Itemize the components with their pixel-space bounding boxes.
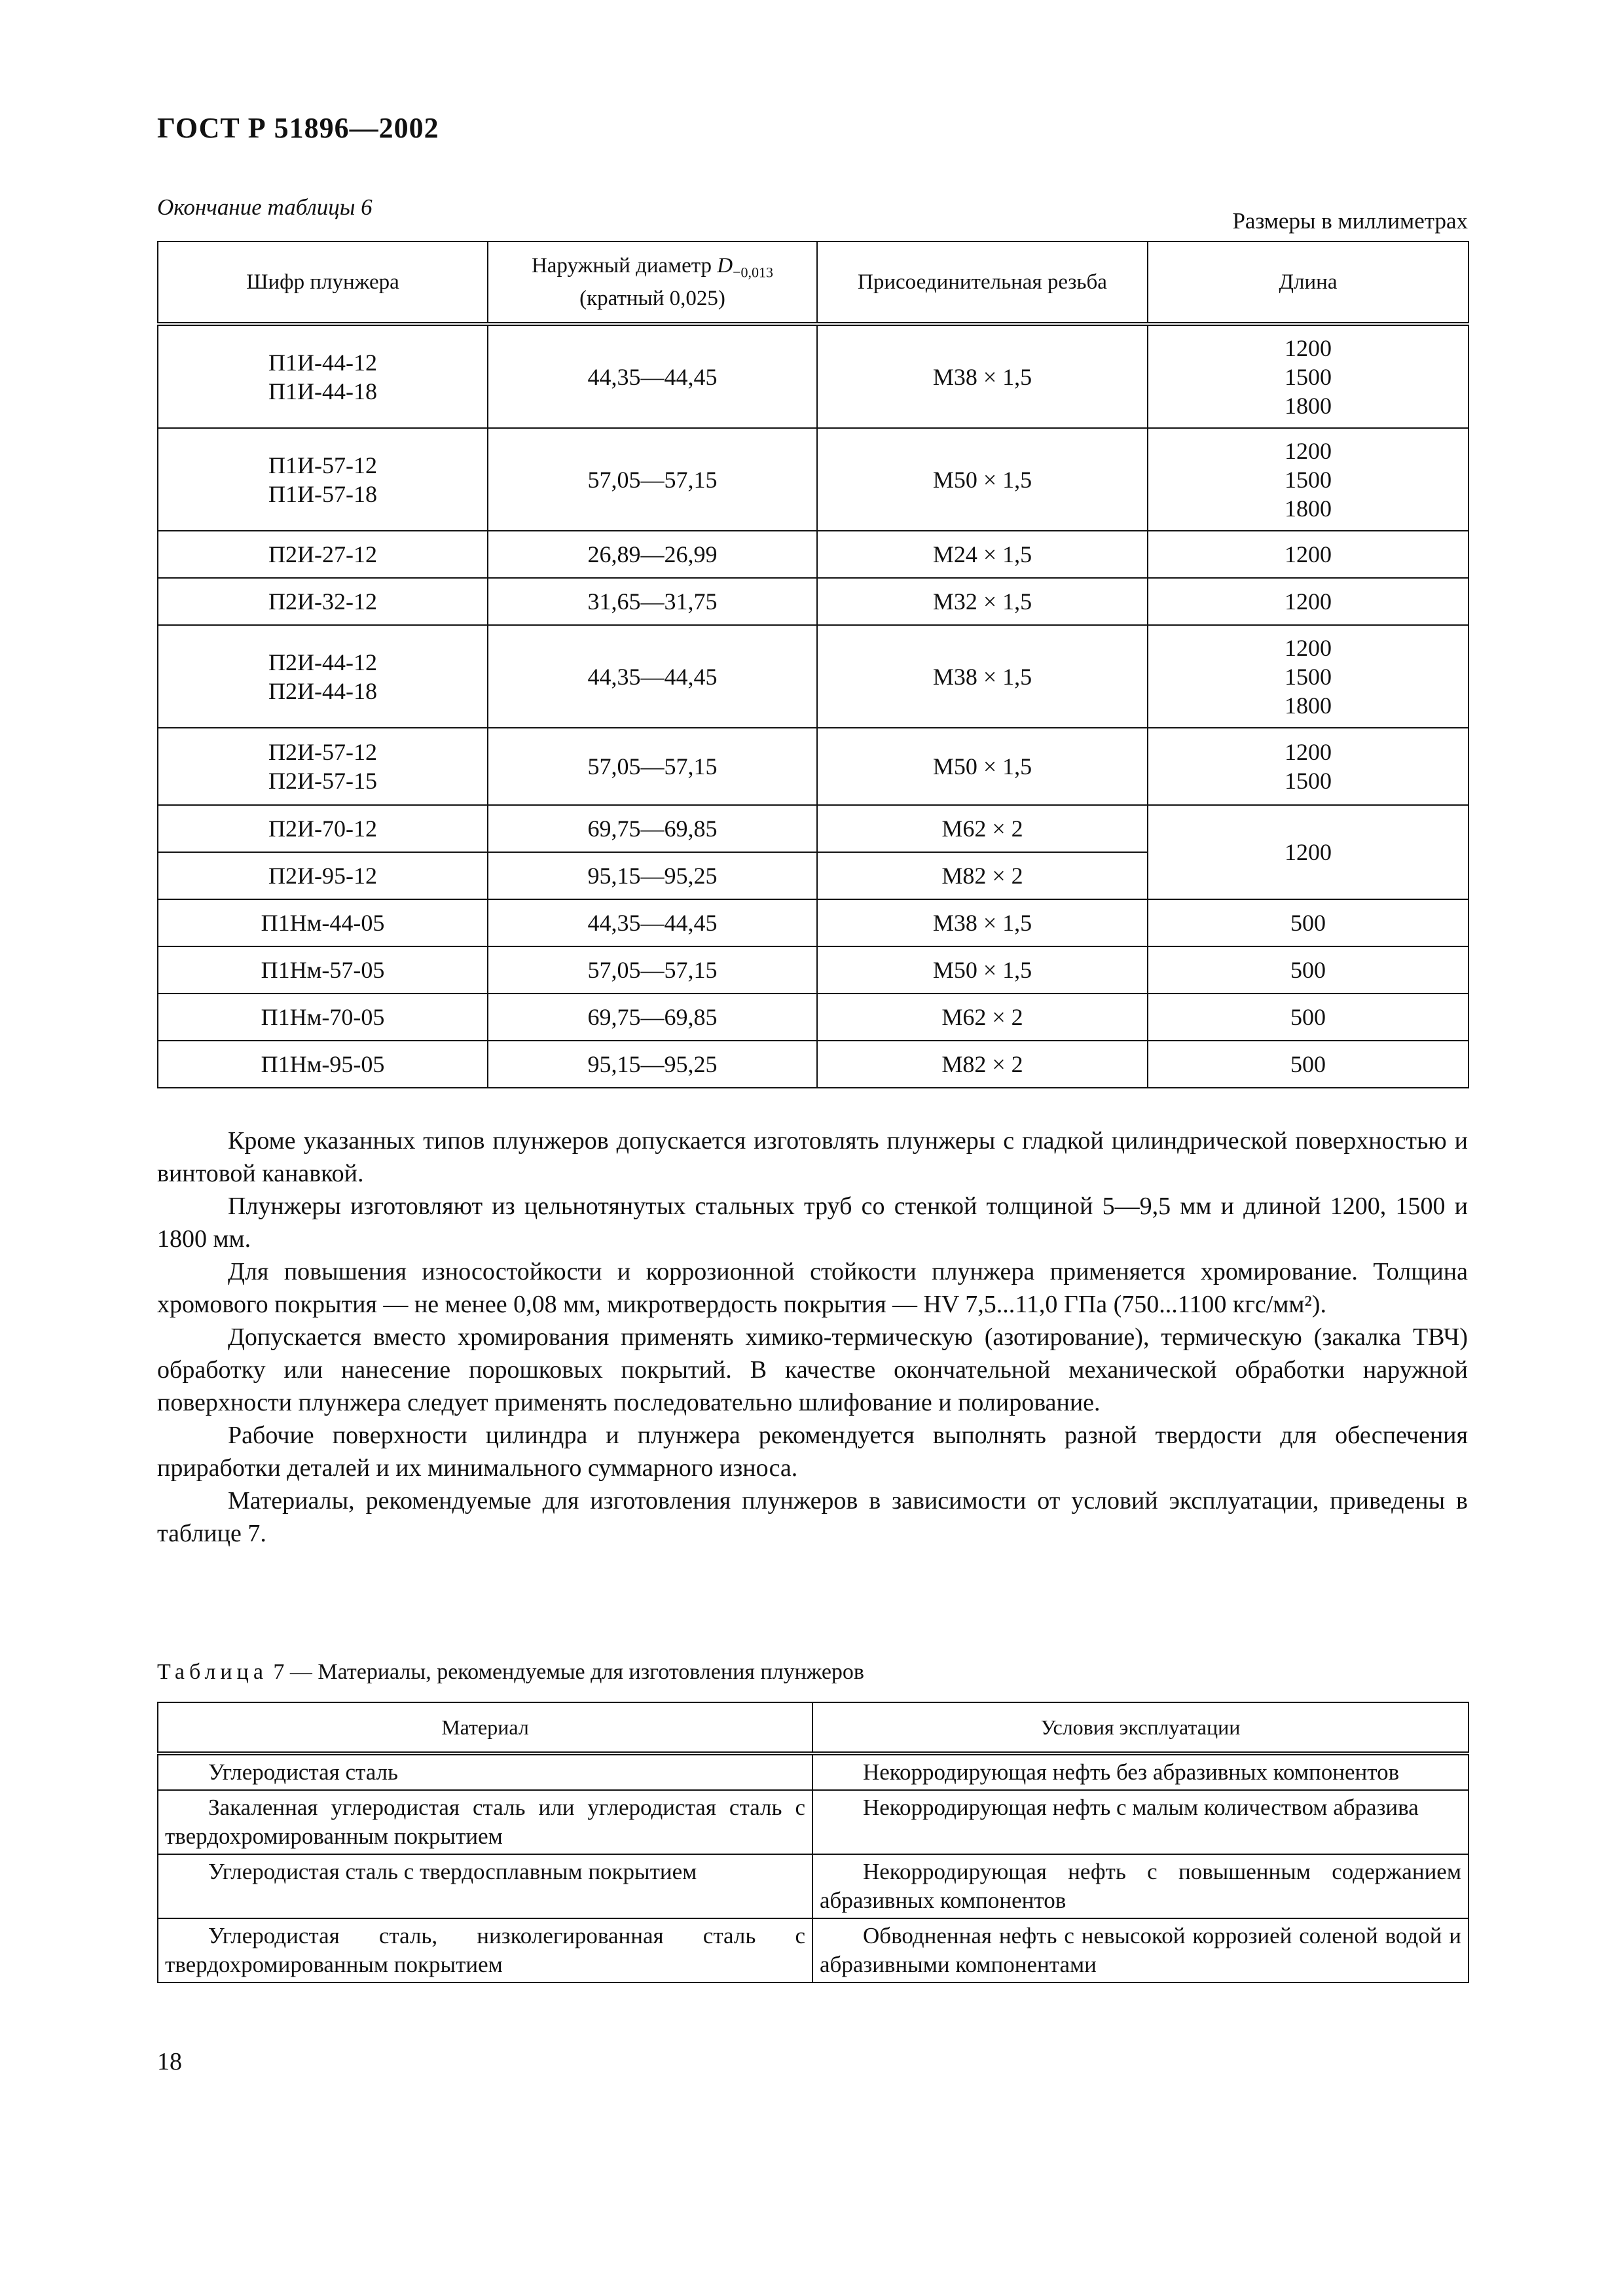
cell-thread: M38 × 1,5 [817,899,1148,946]
table-row [158,728,1468,805]
cell-diameter: 57,05—57,15 [488,728,817,805]
cell-line: П2И-95-12 [268,863,377,889]
cell-code [158,852,488,899]
cell-line: 1500 [1285,363,1332,390]
cell-line: П1Нм-57-05 [261,957,385,983]
cell-code [158,946,488,994]
table-7-caption-title: 7 — Материалы, рекомендуемые для изготовления плунжеров [267,1660,864,1684]
cell-thread: M62 × 2 [817,994,1148,1041]
table-row [158,1041,1468,1088]
body-text [157,1124,1468,1550]
diameter-symbol: D [717,253,733,278]
table-row [158,625,1468,728]
cell-thread: M32 × 1,5 [817,578,1148,625]
table-row [158,1918,1468,1982]
cell-material [158,1918,812,1982]
cell-line: 500 [1290,957,1326,983]
cell-material [158,1854,812,1918]
cell-thread: M82 × 2 [817,1041,1148,1088]
cell-line: 500 [1290,1004,1326,1030]
diameter-multiple: (кратный 0,025) [579,287,725,311]
cell-line: 1200 [1285,739,1332,765]
cell-code [158,899,488,946]
table-6-body [158,324,1468,1088]
cell-thread: M38 × 1,5 [817,324,1148,428]
cell-line: 1200 [1285,634,1332,661]
table-row [158,531,1468,578]
table-row [158,428,1468,531]
cell-line: 1500 [1285,466,1332,493]
cell-line: 1800 [1285,692,1332,719]
cell-diameter: 95,15—95,25 [488,852,817,899]
table-row [158,899,1468,946]
cell-thread: M50 × 1,5 [817,728,1148,805]
cell-length [1148,531,1468,578]
cell-thread: M82 × 2 [817,852,1148,899]
table-7 [157,1702,1469,1983]
table-continuation-label: Окончание таблицы 6 [157,194,373,220]
cell-thread: M38 × 1,5 [817,625,1148,728]
cell-line: П2И-70-12 [268,816,377,842]
cell-text: Обводненная нефть с невысокой коррозией соленой водой и абразивными компонентами [820,1923,1461,1977]
cell-length [1148,728,1468,805]
cell-length [1148,946,1468,994]
col-header-length: Длина [1148,242,1468,324]
cell-material [158,1753,812,1790]
col-header-conditions: Условия эксплуатации [812,1702,1468,1753]
cell-line: 1800 [1285,392,1332,419]
cell-line: 500 [1290,1051,1326,1077]
table-7-caption [157,1660,864,1685]
cell-line: П2И-44-18 [268,677,377,704]
table-row [158,946,1468,994]
table-header-row [158,1702,1468,1753]
cell-code [158,324,488,428]
cell-diameter: 31,65—31,75 [488,578,817,625]
cell-line: 500 [1290,910,1326,936]
col-header-thread: Присоединительная резьба [817,242,1148,324]
units-note: Размеры в миллиметрах [1232,208,1468,234]
paragraph: Рабочие поверхности цилиндра и плунжера рекомендуется выполнять разной твердости для обеспечения приработки деталей и их минимального суммарного износа. [157,1422,1468,1482]
cell-line: 1200 [1285,334,1332,361]
cell-code [158,531,488,578]
cell-line: П1И-57-12 [268,452,377,478]
cell-line: П2И-44-12 [268,649,377,675]
page-number: 18 [157,2048,182,2075]
table-row [158,1790,1468,1854]
cell-line: 1500 [1285,663,1332,690]
cell-thread: M50 × 1,5 [817,428,1148,531]
cell-length [1148,324,1468,428]
cell-diameter: 44,35—44,45 [488,324,817,428]
diameter-tolerance: −0,013 [733,264,774,281]
cell-line: П1И-44-12 [268,349,377,376]
cell-length [1148,805,1468,899]
cell-line: 1200 [1285,839,1332,865]
cell-thread: M24 × 1,5 [817,531,1148,578]
cell-text: Некорродирующая нефть с малым количеством абразива [863,1795,1419,1820]
cell-code [158,625,488,728]
paragraph: Для повышения износостойкости и коррозионной стойкости плунжера применяется хромирование. Толщина хромового покрытия — не менее 0,08 мм, микротвердость покрытия — HV 7,5...11,0 ГПа (750...1100 кгс/мм²). [157,1258,1468,1318]
table-row [158,324,1468,428]
cell-diameter: 57,05—57,15 [488,428,817,531]
cell-diameter: 95,15—95,25 [488,1041,817,1088]
cell-diameter: 26,89—26,99 [488,531,817,578]
cell-code [158,805,488,852]
cell-text: Углеродистая сталь, низколегированная сталь с твердохромированным покрытием [165,1923,805,1977]
cell-thread: M50 × 1,5 [817,946,1148,994]
cell-line: П1Нм-95-05 [261,1051,385,1077]
table-header-row [158,242,1468,324]
table-7-caption-word: Таблица [157,1660,268,1684]
cell-conditions [812,1918,1468,1982]
cell-length [1148,899,1468,946]
cell-code [158,1041,488,1088]
cell-line: 1800 [1285,495,1332,522]
cell-material [158,1790,812,1854]
document-header: ГОСТ Р 51896—2002 [157,112,439,144]
paragraph: Материалы, рекомендуемые для изготовления плунжеров в зависимости от условий эксплуатации, приведены в таблице 7. [157,1487,1468,1547]
cell-diameter: 44,35—44,45 [488,899,817,946]
cell-diameter: 57,05—57,15 [488,946,817,994]
cell-code [158,994,488,1041]
cell-conditions [812,1790,1468,1854]
paragraph: Кроме указанных типов плунжеров допускается изготовлять плунжеры с гладкой цилиндрической поверхностью и винтовой канавкой. [157,1127,1468,1187]
paragraph: Допускается вместо хромирования применять химико-термическую (азотирование), термическую (закалка ТВЧ) обработку или нанесение порошковых покрытий. В качестве окончательной механической обработки наружной поверхности плунжера следует применять последовательно шлифование и полирование. [157,1323,1468,1416]
cell-text: Закаленная углеродистая сталь или углеродистая сталь с твердохромированным покрытием [165,1795,805,1849]
cell-length [1148,994,1468,1041]
cell-length [1148,1041,1468,1088]
cell-line: П1Нм-44-05 [261,910,385,936]
cell-line: 1500 [1285,768,1332,794]
cell-diameter: 69,75—69,85 [488,994,817,1041]
cell-diameter: 69,75—69,85 [488,805,817,852]
cell-length [1148,625,1468,728]
col-header-diameter [488,242,817,324]
cell-code [158,728,488,805]
paragraph: Плунжеры изготовляют из цельнотянутых стальных труб со стенкой толщиной 5—9,5 мм и длиной 1200, 1500 и 1800 мм. [157,1193,1468,1253]
cell-line: 1200 [1285,588,1332,615]
cell-conditions [812,1854,1468,1918]
cell-thread: M62 × 2 [817,805,1148,852]
cell-line: П2И-57-12 [268,739,377,765]
table-row [158,805,1468,852]
cell-line: П1И-44-18 [268,378,377,404]
table-row [158,578,1468,625]
col-header-code: Шифр плунжера [158,242,488,324]
cell-text: Некорродирующая нефть без абразивных компонентов [863,1759,1400,1785]
cell-text: Некорродирующая нефть с повышенным содержанием абразивных компонентов [820,1859,1461,1913]
col-header-material: Материал [158,1702,812,1753]
table-row [158,994,1468,1041]
cell-line: П1Нм-70-05 [261,1004,385,1030]
cell-length [1148,428,1468,531]
cell-length [1148,578,1468,625]
table-row [158,1854,1468,1918]
cell-line: П2И-57-15 [268,768,377,794]
cell-code [158,428,488,531]
cell-conditions [812,1753,1468,1790]
cell-diameter: 44,35—44,45 [488,625,817,728]
cell-line: П1И-57-18 [268,480,377,507]
cell-text: Углеродистая сталь [208,1759,398,1785]
table-row [158,1753,1468,1790]
diameter-label: Наружный диаметр [531,253,718,278]
cell-text: Углеродистая сталь с твердосплавным покрытием [208,1859,697,1884]
cell-line: 1200 [1285,437,1332,464]
cell-code [158,578,488,625]
cell-line: 1200 [1285,541,1332,567]
cell-line: П2И-27-12 [268,541,377,567]
table-6 [157,241,1469,1088]
cell-line: П2И-32-12 [268,588,377,615]
